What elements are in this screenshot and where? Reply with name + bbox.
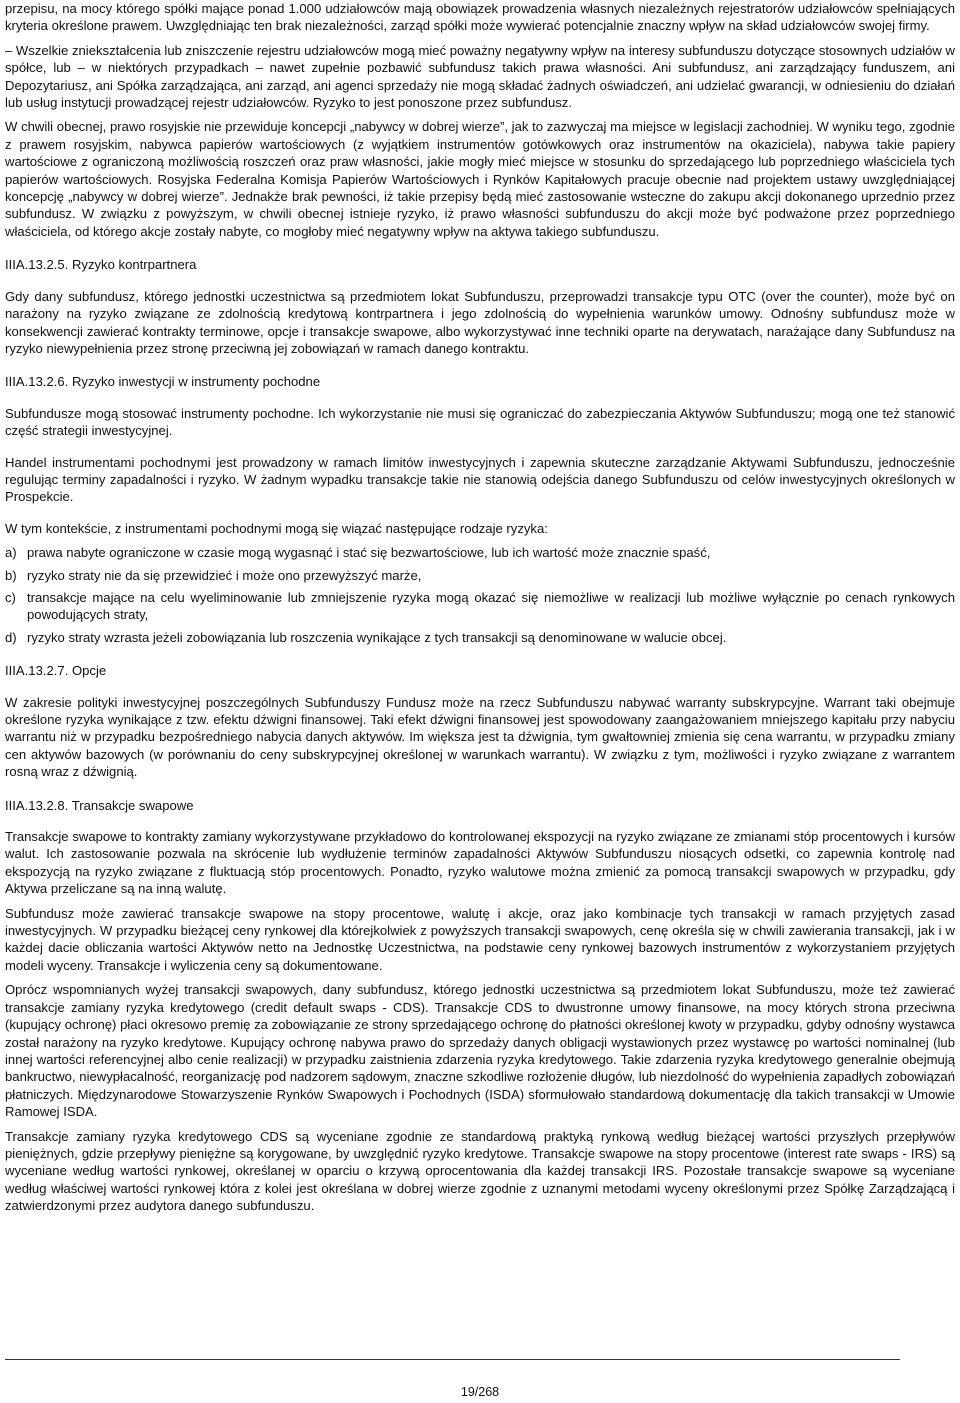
list-item-text: transakcje mające na celu wyeliminowanie lub zmniejszenie ryzyka mogą okazać się niemożliwe w realizacji lub możliwe wyłącznie po cenach rynkowych powodujących straty, xyxy=(27,589,955,623)
paragraph-derivatives-risk-intro: W tym kontekście, z instrumentami pochodnymi mogą się wiązać następujące rodzaje ryzyka: xyxy=(5,520,548,536)
list-item-text: prawa nabyte ograniczone w czasie mogą wygasnąć i stać się bezwartościowe, lub ich wartość może znacznie spaść, xyxy=(27,545,711,561)
section-heading-derivatives: IIIA.13.2.6. Ryzyko inwestycji w instrumenty pochodne xyxy=(5,374,321,390)
paragraph-credit-default-swaps: Oprócz wspomnianych wyżej transakcji swapowych, dany subfundusz, którego jednostki uczestnictwa są przedmiotem lokat Subfunduszu, może też zawierać transakcje zamiany ryzyka kredytowego (credit default swaps - CDS). Transakcje CDS to dwustronne umowy finansowe, na mocy których strona przeciwna (kupujący ochronę) płaci okresowo premię za zobowiązanie ze strony sprzedającego ochronę do płatności określonej kwoty w przypadku, gdyby odnośny wystawca został narażony na ryzyko kredytowe. Kupujący ochronę nabywa prawo do sprzedaży danych obligacji wystawionych przez wystawcę po wartości nominalnej (lub innej wartości referencyjnej albo cenie realizacji) w przypadku zaistnienia zdarzenia ryzyka kredytowego. Takie zdarzenia ryzyka kredytowego generalnie obejmują bankructwo, niewypłacalność, reorganizację pod nadzorem sądowym, znaczne szkodliwe rozłożenie długów, lub niezdolność do wypełnienia zapadłych zobowiązań płatniczych. Międzynarodowe Stowarzyszenie Rynków Swapowych i Pochodnych (ISDA) sformułowało standardową dokumentację dla takich transakcji w Umowie Ramowej ISDA. xyxy=(5,982,955,1120)
list-marker: a) xyxy=(5,545,17,561)
list-marker: b) xyxy=(5,567,17,583)
list-item xyxy=(5,544,955,561)
page-number: 19/268 xyxy=(460,1385,500,1399)
document-page xyxy=(5,0,955,1215)
paragraph-derivatives-use: Subfundusze mogą stosować instrumenty pochodne. Ich wykorzystanie nie musi się ograniczać do zabezpieczania Aktywów Subfunduszu; mogą one też stanowić część strategii inwestycyjnej. xyxy=(5,405,955,439)
section-heading-counterparty: IIIA.13.2.5. Ryzyko kontrpartnera xyxy=(5,257,197,273)
paragraph-warrants: W zakresie polityki inwestycyjnej poszczególnych Subfunduszy Fundusz może na rzecz Subfunduszu nabywać warranty subskrypcyjne. Warrant taki obejmuje określone ryzyka wynikające z tzw. efektu dźwigni finansowej. Taki efekt dźwigni finansowej jest spowodowany zaangażowaniem mniejszego kapitału przy nabyciu warrantu niż w przypadku bezpośredniego nabycia danych aktywów. Im większa jest ta dźwignia, tym gwałtowniej zmienia się cena warrantu, w przypadku zmiany cen aktywów bazowych (w porównaniu do ceny subskrypcyjnej określonej w warunkach warrantu). W związku z tym, możliwości i ryzyko związane z warrantem rosną wraz z dźwignią. xyxy=(5,694,955,780)
risk-list xyxy=(5,544,955,646)
section-heading-options: IIIA.13.2.7. Opcje xyxy=(5,663,107,679)
paragraph-counterparty-risk: Gdy dany subfundusz, którego jednostki uczestnictwa są przedmiotem lokat Subfunduszu, przeprowadzi transakcje typu OTC (over the counter), może być on narażony na ryzyko związane ze zdolnością kredytową kontrpartnera i jego zdolnością do wypełnienia warunków umowy. Odnośny subfundusz może w konsekwencji zawierać kontrakty terminowe, opcje i transakcje swapowe, albo wykorzystywać inne techniki oparte na derywatach, narażające dany Subfundusz na ryzyko niewypełnienia przez stronę przeciwną jej zobowiązań w ramach danego kontraktu. xyxy=(5,288,955,356)
paragraph-registrars: przepisu, na mocy którego spółki mające ponad 1.000 udziałowców mają obowiązek prowadzenia własnych niezależnych rejestratorów udziałowców spełniających kryteria określone prawem. Uwzględniając ten brak niezależności, zarząd spółki może wywierać potencjalnie znaczny wpływ na skład udziałowców swojej firmy. xyxy=(5,1,955,34)
list-marker: d) xyxy=(5,629,17,645)
paragraph-swaps-valuation: Transakcje zamiany ryzyka kredytowego CDS są wyceniane zgodnie ze standardową praktyką rynkową według bieżącej wartości przyszłych przepływów pieniężnych, gdzie przepływy pieniężne są korygowane, by uwzględnić ryzyko kredytowe. Transakcje swapowe na stopy procentowe (interest rate swaps - IRS) są wyceniane według wartości rynkowej, określanej w oparciu o krzywą oprocentowania dla każdej transakcji IRS. Pozostałe transakcje swapowe są wyceniane według właściwej wartości rynkowej która z kolei jest określana w dobrej wierze zgodnie z uznanymi metodami wyceny określonymi przez Spółkę Zarządzającą i zatwierdzonymi przez audytora danego subfunduszu. xyxy=(5,1128,955,1214)
footer-divider xyxy=(5,1359,900,1360)
section-heading-swaps: IIIA.13.2.8. Transakcje swapowe xyxy=(5,797,194,813)
list-item-text: ryzyko straty wzrasta jeżeli zobowiązania lub roszczenia wynikające z tych transakcji są denominowane w walucie obcej. xyxy=(27,629,727,645)
list-item-text: ryzyko straty nie da się przewidzieć i może ono przewyższyć marże, xyxy=(27,567,422,583)
paragraph-swaps-definition: Transakcje swapowe to kontrakty zamiany wykorzystywane przykładowo do kontrolowanej ekspozycji na ryzyko związane ze zmianami stóp procentowych i kursów walut. Ich zastosowanie pozwala na skrócenie lub wydłużenie terminów zapadalności Aktywów Subfunduszu niosących odsetki, co zapewnia kontrolę nad ekspozycją na ryzyko związane z fluktuacją stóp procentowych. Ponadto, ryzyko walutowe można zmienić za pomocą transakcji swapowych w przypadku, gdy Aktywa przeliczane są na inną walutę. xyxy=(5,829,955,897)
paragraph-good-faith-buyer: W chwili obecnej, prawo rosyjskie nie przewiduje koncepcji „nabywcy w dobrej wierze”, jak to zazwyczaj ma miejsce w legislacji zachodniej. W wyniku tego, zgodnie z prawem rosyjskim, nabywca papierów wartościowych (z wyjątkiem instrumentów gotówkowych oraz instrumentów na okaziciela), nabywa takie papiery wartościowe z ograniczoną możliwością roszczeń oraz praw własności, jakie mogły mieć miejsce w stosunku do sprzedającego lub poprzedniego właściciela tych papierów wartościowych. Rosyjska Federalna Komisja Papierów Wartościowych i Rynków Kapitałowych pracuje obecnie nad projektem ustawy uwzględniającej koncepcję „nabywcy w dobrej wierze”. Jednakże brak pewności, iż takie przepisy będą mieć zastosowanie wsteczne do zakupu akcji dokonanego uprzednio przez subfundusz. W związku z powyższym, w chwili obecnej istnieje ryzyko, iż prawo własności subfunduszu do akcji może być podważone przez poprzedniego właściciela, od którego akcje zostały nabyte, co mogłoby mieć negatywny wpływ na aktywa takiego subfunduszu. xyxy=(5,119,955,239)
paragraph-register-distortion: – Wszelkie zniekształcenia lub zniszczenie rejestru udziałowców mogą mieć poważny negatywny wpływ na interesy subfunduszu dotyczące stosownych udziałów w spółce, lub – w niektórych przypadkach – nawet zupełnie pozbawić subfundusz takich prawa własności. Ani subfundusz, ani zarządzający funduszem, ani Depozytariusz, ani Spółka zarządzająca, ani zarząd, ani agenci sprzedaży nie mogą składać żadnych oświadczeń, ani udzielać gwarancji, w odniesieniu do działań lub usług instytucji prowadzącej rejestr udziałowców. Ryzyko to jest ponoszone przez subfundusz. xyxy=(5,42,955,111)
paragraph-derivatives-trading: Handel instrumentami pochodnymi jest prowadzony w ramach limitów inwestycyjnych i zapewnia skuteczne zarządzanie Aktywami Subfunduszu, jednocześnie regulując terminy zapadalności i ryzyko. W żadnym wypadku transakcje takie nie stanowią odejścia danego Subfunduszu od celów inwestycyjnych określonych w Prospekcie. xyxy=(5,454,955,505)
list-marker: c) xyxy=(5,589,16,605)
list-item xyxy=(5,589,955,624)
paragraph-swaps-types: Subfundusz może zawierać transakcje swapowe na stopy procentowe, walutę i akcje, oraz jako kombinacje tych transakcji w ramach przyjętych zasad inwestycyjnych. W przypadku bieżącej ceny rynkowej dla którejkolwiek z powyższych transakcji swapowych, cenę określa się w chwili zawierania transakcji, jak i w każdej dacie obliczania wartości Aktywów netto na Jednostkę Uczestnictwa, na podstawie ceny rynkowej bazowych instrumentów z wykorzystaniem przyjętych modeli wyceny. Transakcje i wyliczenia ceny są dokumentowane. xyxy=(5,905,955,973)
list-item xyxy=(5,567,955,584)
list-item xyxy=(5,629,955,646)
